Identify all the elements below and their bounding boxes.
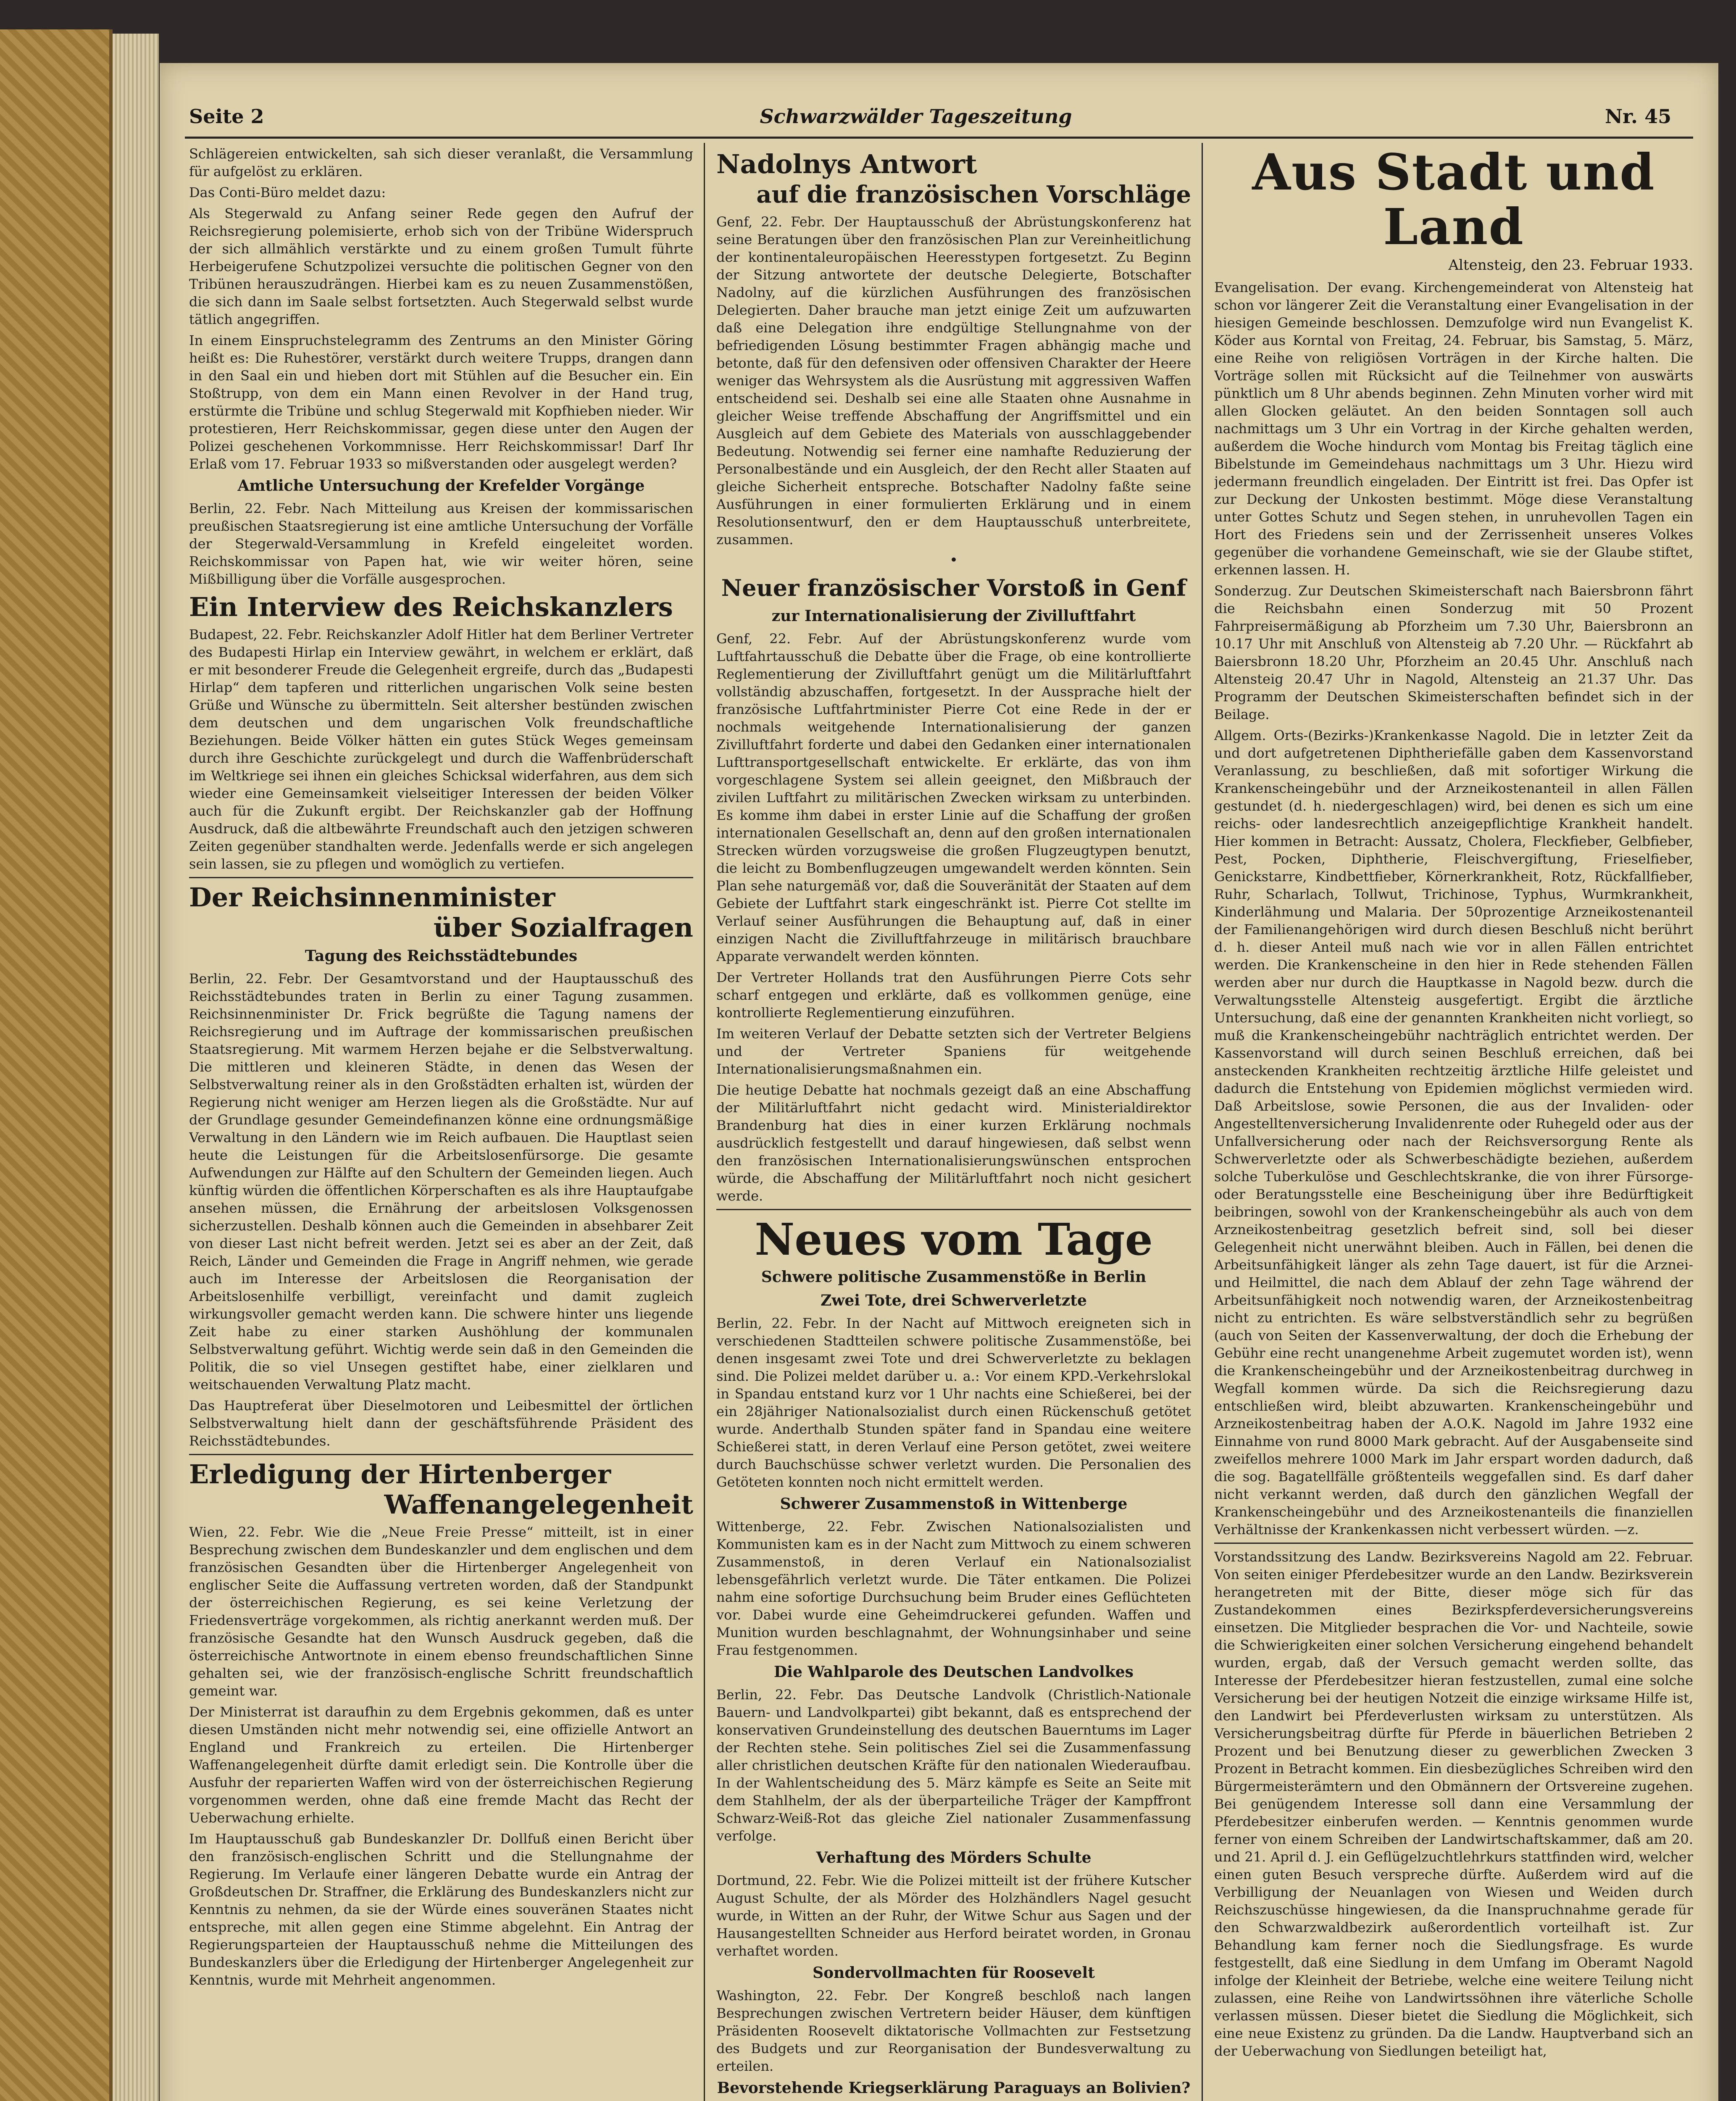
vorstoss-text: Die heutige Debatte hat nochmals gezeigt daß an eine Abschaffung der Militärluftfahrt nicht gedacht wird. Ministerialdirektor Brandenburg hat dies in einer kurzen Erklärung nochmals ausdrücklich festgestellt und darauf hingewiesen, daß selbst wenn den französischen Internationalisierungswünschen entsprochen würde, die Abschaffung der Militärluftfahrt noch nicht gesichert werde. (716, 1082, 1191, 1204)
book-binding (0, 29, 113, 2101)
schulte-heading: Verhaftung des Mörders Schulte (816, 1849, 1092, 1867)
neues-vom-tage-title: Neues vom Tage (755, 1214, 1153, 1265)
separator (1214, 1543, 1693, 1544)
column-1 (189, 145, 693, 2101)
newspaper-page (160, 63, 1718, 2101)
innenminister-heading-line-2: über Sozialfragen (433, 912, 693, 943)
newspaper-name: Schwarzwälder Tageszeitung (760, 105, 1072, 128)
paraguay-heading: Bevorstehende Kriegserklärung Paraguays an Bolivien? (717, 2079, 1191, 2097)
krankenkasse-text: Allgem. Orts-(Bezirks-)Krankenkasse Nagold. Die in letzter Zeit da und dort aufgetretenen Diphtheriefälle gaben dem Kassenvorstand Veranlassung, zu beschließen, daß mit sofortiger Wirkung die Krankenscheingebühr und der Arzneikostenanteil in allen Fällen gestundet (d. h. niedergeschlagen) wird, bei denen es sich um eine reichs- oder landesrechtlich anzeigepflichtige Krankheit handelt. Hier kommen in Betracht: Aussatz, Cholera, Fleckfieber, Gelbfieber, Pest, Pocken, Diphtherie, Fleischvergiftung, Frieselfieber, Genickstarre, Kindbettfieber, Körnerkrankheit, Rotz, Rückfallfieber, Ruhr, Scharlach, Tollwut, Trichinose, Typhus, Wurmkrankheit, Kinderlähmung und Malaria. Der 50prozentige Arzneikostenanteil der Familienangehörigen wird durch diesen Beschluß nicht berührt d. h. dieser Anteil muß nach wie vor in allen Fällen entrichtet werden. Die Krankenscheine in den hier in Rede stehenden Fällen werden aber nur durch die Hauptkasse in Nagold bezw. durch die Verwaltungsstelle Altensteig ausgefertigt. Ergibt die ärztliche Untersuchung, daß eine der genannten Krankheiten nicht vorliegt, so muß die Krankenscheingebühr nachträglich entrichtet werden. Der Kassenvorstand will durch seinen Beschluß erreichen, daß bei ansteckenden Krankheiten rechtzeitig ärztliche Hilfe geleistet und dadurch die Entstehung von Epidemien möglichst vermieden wird. Daß Arbeitslose, sowie Personen, die aus der Invaliden- oder Angestelltenversicherung Invalidenrente oder Ruhegeld oder aus der Unfallversicherung oder nach der Reichsversorgung Rente als Schwerverletzte oder als Schwerbeschädigte beziehen, außerdem solche Tuberkulöse und Geschlechtskranke, die von ihrer Fürsorge- oder Beratungsstelle eine Bescheinigung über ihre Bedürftigkeit beibringen, sowohl von der Krankenscheingebühr als auch von dem Arzneikostenbeitrag gesetzlich befreit sind, soll bei dieser Gelegenheit nicht unerwähnt bleiben. Auch in Fällen, bei denen die Arbeitsunfähigkeit länger als zehn Tage dauert, ist für die Arznei- und Heilmittel, die nach dem Ablauf der zehn Tage während der Arbeitsunfähigkeit noch notwendig waren, der Arzneikostenbeitrag nicht zu entrichten. Es wäre selbstverständlich sehr zu begrüßen (auch von Seiten der Kassenverwaltung, der doch die Erhebung der Gebühr eine recht unangenehme Arbeit zugemutet worden ist), wenn die Krankenscheingebühr und der Arzneikostenbeitrag durchweg in Wegfall kommen würde. Da sich die Reichsregierung dazu entschließen wird, bleibt abzuwarten. Krankenscheingebühr und Arzneikostenbeitrag haben der A.O.K. Nagold im Jahre 1932 eine Einnahme von rund 8000 Mark gebracht. Auf der Ausgabenseite sind zweifellos mehrere 1000 Mark im Jahr erspart worden dadurch, daß die sog. Bagatellfälle größtenteils weggefallen sind. Es darf daher nicht verkannt werden, daß durch den gänzlichen Wegfall der Krankenscheingebühr und des Arzneikostenanteils die finanziellen Verhältnisse der Krankenkassen nicht verbessert würden. —z. (1214, 727, 1693, 1538)
separator (189, 1454, 693, 1455)
column-3 (1214, 145, 1693, 2101)
article-paragraph: Schlägereien entwickelten, sah sich dieser veranlaßt, die Versammlung für aufgelöst zu erklären. (189, 146, 693, 179)
wittenberge-heading: Schwerer Zusammenstoß in Wittenberge (780, 1495, 1128, 1513)
innenminister-heading-line-1: Der Reichsinnenminister (189, 882, 555, 913)
hirtenberger-text: Der Ministerrat ist daraufhin zu dem Ergebnis gekommen, daß es unter diesen Umständen nicht mehr notwendig sei, eine offizielle Antwort an England und Frankreich zu erteilen. Die Hirtenberger Waffenangelegenheit dürfte damit erledigt sein. Die Kontrolle über die Ausfuhr der reparierten Waffen wird von der österreichischen Regierung vorgenommen werden, ohne daß eine fremde Macht das Recht der Ueberwachung erhielte. (189, 1704, 693, 1826)
neues-text: Berlin, 22. Febr. In der Nacht auf Mittwoch ereigneten sich in verschiedenen Stadtteilen schwere politische Zusammenstöße, bei denen insgesamt zwei Tote und drei Schwerverletzte zu beklagen sind. Die Polizei meldet darüber u. a.: Vor einem KPD.-Verkehrslokal in Spandau entstand kurz vor 1 Uhr nachts eine Schießerei, bei der ein 28jähriger Nationalsozialist durch einen Rückenschuß getötet wurde. Anderthalb Stunden später fand in Spandau eine weitere Schießerei statt, in deren Verlauf eine Person getötet, zwei weitere durch Bauchschüsse schwer verletzt wurden. Die Personalien des Getöteten konnten noch nicht ermittelt werden. (716, 1315, 1191, 1490)
bezirksverein-text: Vorstandssitzung des Landw. Bezirksvereins Nagold am 22. Februar. Von seiten einiger Pferdebesitzer wurde an den Landw. Bezirksverein herangetreten mit der Bitte, dieser möge sich für das Zustandekommen eines Bezirkspferdeversicherungsvereins einsetzen. Die Mitglieder besprachen die Vor- und Nachteile, sowie die Schwierigkeiten einer solchen Versicherung eingehend behandelt wurden, ergab, daß der Versuch gemacht werden sollte, das Interesse der Pferdebesitzer hieran festzustellen, zumal eine solche Versicherung bei der heutigen Notzeit die einzige wirksame Hilfe ist, den Landwirt bei Pferdeverlusten wirksam zu unterstützen. Als Versicherungsbeitrag dürfte für Pferde in bäuerlichen Betrieben 2 Prozent und bei Benutzung dieser zu gewerblichen Zwecken 3 Prozent in Betracht kommen. Ein diesbezügliches Schreiben wird den Bürgermeisterämtern und den Obmännern der Ortsvereine zugehen. Bei genügendem Interesse soll dann eine Versammlung der Pferdebesitzer einberufen werden. — Kenntnis genommen wurde ferner von einem Schreiben der Landwirtschaftskammer, daß am 20. und 21. April d. J. ein Geflügelzuchtlehrkurs stattfinden wird, welcher einen guten Besuch verspreche dürfte. Außerdem wird auf die Verbilligung der Neuanlagen von Wiesen und Weiden durch Reichszuschüsse hingewiesen, da die Inanspruchnahme gerade für den Schwarzwaldbezirk außerordentlich vorteilhaft ist. Zur Behandlung kam ferner noch die Siedlungsfrage. Es wurde festgestellt, daß eine Siedlung in dem Umfang im Oberamt Nagold infolge der Kleinheit der Betriebe, welche eine weitere Teilung nicht zulassen, eine Reihe von Landwirtssöhnen ihre väterliche Scholle verlassen müssen. Dieser bietet die Siedlung die Möglichkeit, sich eine neue Existenz zu gründen. Da die Landw. Hauptverband sich an der Ueberwachung von Siedlungen beteiligt hat, (1214, 1549, 1693, 2059)
article-paragraph: Als Stegerwald zu Anfang seiner Rede gegen den Aufruf der Reichsregierung polemisierte, erhob sich von der Tribüne Widerspruch der sich allmählich verstärkte und zu einem großen Tumult führte Herbeigerufene Schutzpolizei versuchte die politischen Gegner von den Tribünen herauszudrängen. Hierbei kam es zu neuen Zusammenstößen, die sich dann im Saale selbst fortsetzten. Auch Stegerwald selbst wurde tätlich angegriffen. (189, 205, 693, 327)
hirtenberger-text: Im Hauptausschuß gab Bundeskanzler Dr. Dollfuß einen Bericht über den französisch-englischen Schritt und die Stellungnahme der Regierung. Im Verlaufe einer längeren Debatte wurde ein Antrag der Großdeutschen Dr. Straffner, die Erklärung des Bundeskanzlers nicht zur Kenntnis zu nehmen, da sie der Würde eines souveränen Staates nicht entspreche, mit allen gegen eine Stimme abgelehnt. Ein Antrag der Regierungsparteien der Hauptausschuß nehme die Mitteilungen des Bundeskanzlers über die Erledigung der Hirtenberger Angelegenheit zur Kenntnis, wurde mit Mehrheit angenommen. (189, 1831, 693, 1988)
innenminister-text: Das Hauptreferat über Dieselmotoren und Leibesmittel der örtlichen Selbstverwaltung hielt dann der geschäftsführende Präsident des Reichsstädtebundes. (189, 1398, 693, 1449)
neues-subheading-2: Zwei Tote, drei Schwerverletzte (821, 1292, 1087, 1309)
landvolk-text: Berlin, 22. Febr. Das Deutsche Landvolk (Christlich-Nationale Bauern- und Landvolkpartei) gibt bekannt, daß es entsprechend der konservativen Grundeinstellung des deutschen Bauerntums im Lager der Rechten stehe. Sein politisches Ziel sei die Zusammenfassung aller christlichen deutschen Kräfte für den nationalen Wiederaufbau. In der Wahlentscheidung des 5. März kämpfe es Seite an Seite mit dem Stahlhelm, der als der überparteiliche Träger der Kampffront Schwarz-Weiß-Rot das gleiche Ziel nationaler Zusammenfassung verfolge. (716, 1687, 1191, 1844)
nadolny-heading-line-1: Nadolnys Antwort (716, 149, 977, 179)
dateline: Altensteig, den 23. Februar 1933. (1448, 257, 1693, 274)
section-title: Aus Stadt und Land (1252, 145, 1655, 256)
page-edges (113, 34, 159, 2101)
innenminister-text: Berlin, 22. Febr. Der Gesamtvorstand und der Hauptausschuß des Reichsstädtebundes traten in Berlin zu einer Tagung zusammen. Reichsinnenminister Dr. Frick begrüßte die Tagung namens der Reichsregierung und im Auftrage der kommissarischen preußischen Staatsregierung. Mit warmem Herzen bejahe er die Selbstverwaltung. Die mittleren und kleineren Städte, in denen das Wesen der Selbstverwaltung reiner als in den Großstädten erhalten ist, würden der Regierung nicht weniger am Herzen liegen als die Großstädte. Nur auf der Grundlage gesunder Gemeindefinanzen könne eine ordnungsmäßige Verwaltung in den Ländern wie im Reich aufbauen. Die Hauptlast seien heute die Leistungen für die Arbeitslosenfürsorge. Die gesamte Aufwendungen zur Hälfte auf den Schultern der Gemeinden liegen. Auch künftig würden die öffentlichen Körperschaften es als ihre Hauptaufgabe ansehen müssen, die Ernährung der arbeitslosen Volksgenossen sicherzustellen. Deshalb können auch die Gemeinden in absehbarer Zeit von dieser Last nicht befreit werden. Jetzt sei es aber an der Zeit, daß Reich, Länder und Gemeinden die Frage in Angriff nehmen, wie gerade auch im Interesse der Arbeitslosen die Reorganisation der Arbeitslosenhilfe verbilligt, vereinfacht und damit zugleich wirkungsvoller gemacht werden kann. Die schwere hinter uns liegende Zeit habe zu einer starken Aushöhlung der kommunalen Selbstverwaltung geführt. Wichtig werde sein daß in den Gemeinden die Politik, die so viel Unsegen gestiftet habe, einer zielklaren und weitschauenden Verwaltung Platz macht. (189, 971, 693, 1393)
evangelisation-text: Evangelisation. Der evang. Kirchengemeinderat von Altensteig hat schon vor längerer Zeit die Veranstaltung einer Evangelisation in der hiesigen Gemeinde beschlossen. Demzufolge wird nun Evangelist K. Köder aus Korntal von Freitag, 24. Februar, bis Samstag, 5. März, eine Reihe von religiösen Vorträgen in der Kirche halten. Die Vorträge sollen mit Rücksicht auf die Teilnehmer von auswärts pünktlich um 8 Uhr abends beginnen. Zehn Minuten vorher wird mit allen Glocken geläutet. An den beiden Sonntagen soll auch nachmittags um 3 Uhr ein Vortrag in der Kirche gehalten werden, außerdem die Woche hindurch vom Montag bis Freitag täglich eine Bibelstunde im Gemeindehaus nachmittags um 3 Uhr. Hiezu wird jedermann freundlich eingeladen. Der Eintritt ist frei. Das Opfer ist zur Deckung der Unkosten bestimmt. Möge diese Veranstaltung unter Gottes Schutz und Segen stehen, in unruhevollen Tagen ein Hort des Friedens sein und der Zerrissenheit unseres Volkes gegenüber die vorhandene Gemeinschaft, wie sie der Glaube stiftet, erkennen lassen. H. (1214, 279, 1693, 578)
hirtenberger-heading-line-2: Waffenangelegenheit (384, 1489, 693, 1520)
section-star: • (949, 552, 958, 569)
vorstoss-heading: Neuer französischer Vorstoß in Genf (721, 574, 1186, 601)
krefeld-text: Berlin, 22. Febr. Nach Mitteilung aus Kreisen der kommissarischen preußischen Staatsregierung ist eine amtliche Untersuchung der Vorfälle der Stegerwald-Versammlung in Krefeld eingeleitet worden. Reichskommissar von Papen hat, wie wir weiter hören, seine Mißbilligung über die Vorfälle ausgesprochen. (189, 500, 693, 587)
header-rule (185, 137, 1693, 139)
neues-subheading-1: Schwere politische Zusammenstöße in Berlin (761, 1268, 1147, 1286)
hirtenberger-text: Wien, 22. Febr. Wie die „Neue Freie Presse“ mitteilt, ist in einer Besprechung zwischen dem Bundeskanzler und dem englischen und dem französischen Gesandten über die Hirtenberger Angelegenheit von englischer Seite die Auffassung vertreten worden, daß der Standpunkt der österreichischen Regierung, es sei keine Verletzung der Friedensverträge vorgekommen, als richtig anerkannt werden muß. Der französische Gesandte hat den Wunsch Ausdruck gegeben, daß die österreichische Antwortnote in einem ebenso freundschaftlichen Sinne gehalten sei, wie der französisch-englische Schritt freundschaftlich gemeint war. (189, 1524, 693, 1699)
vorstoss-text: Der Vertreter Hollands trat den Ausführungen Pierre Cots sehr scharf entgegen und erklärte, daß es vollkommen genüge, eine kontrollierte Reglementierung einzuführen. (716, 969, 1191, 1021)
nadolny-text: Genf, 22. Febr. Der Hauptausschuß der Abrüstungskonferenz hat seine Beratungen über den französischen Plan zur Vereinheitlichung der kontinentaleuropäischen Heeresstypen fortgesetzt. Zu Beginn der Sitzung antwortete der deutsche Delegierte, Botschafter Nadolny, auf die kürzlichen Ausführungen des französischen Delegierten. Daher brauche man jetzt einige Zeit um aufzuwarten daß eine Delegation ihre endgültige Stellungnahme von der befriedigenden Lösung bestimmter Fragen abhängig mache und betonte, daß für den defensiven oder offensiven Charakter der Heere weniger das Wehrsystem als die Ausrüstung mit aggressiven Waffen entscheidend sei. Deshalb sei eine alle Staaten ohne Ausnahme in gleicher Weise treffende Abschaffung der Angriffsmittel und ein Ausgleich auf dem Gebiete des Materials von ausschlaggebender Bedeutung. Notwendig sei ferner eine namhafte Reduzierung der Personalbestände und ein Ausgleich, der den Recht aller Staaten auf gleiche Sicherheit entspreche. Botschafter Nadolny faßte seine Ausführungen in einer formulierten Erklärung und in einem Resolutionsentwurf, den er dem Hauptausschuß unterbreitete, zusammen. (716, 214, 1191, 548)
roosevelt-heading: Sondervollmachten für Roosevelt (813, 1964, 1095, 1982)
article-paragraph: Das Conti-Büro meldet dazu: (189, 184, 386, 200)
separator (716, 1209, 1191, 1210)
column-rule-2 (1202, 143, 1203, 2101)
vorstoss-subheading: zur Internationalisierung der Zivilluftfahrt (771, 607, 1136, 625)
column-rule-1 (704, 143, 705, 2101)
vorstoss-text: Genf, 22. Febr. Auf der Abrüstungskonferenz wurde vom Luftfahrtausschuß die Debatte über die Frage, ob eine kontrollierte Reglementierung der Zivilluftfahrt genügt um die Militärluftfahrt vollständig abzuschaffen, fortgesetzt. In der Aussprache hielt der französische Luftfahrtminister Pierre Cot eine Rede in der er nochmals weitgehende Internationalisierung der ganzen Zivilluftfahrt forderte und dabei den Gedanken einer internationalen Lufttransportgesellschaft entwickelte. Er erklärte, das von ihm vorgeschlagene System sei allein geeignet, den Mißbrauch der zivilen Luftfahrt zu militärischen Zwecken wirksam zu unterbinden. Es komme ihm dabei in erster Linie auf die Schaffung der großen internationalen Gesellschaft an, denn auf den großen internationalen Strecken würden vorzugsweise die großen Flugzeugtypen benutzt, die leicht zu Bombenflugzeugen umgewandelt werden könnten. Sein Plan sehe naturgemäß vor, daß die Souveränität der Staaten auf dem Gebiete der Luftfahrt stark eingeschränkt ist. Pierre Cot stellte im Verlauf seiner Ausführungen die Behauptung auf, daß in einer einzigen Nacht die Zivilluftfahrzeuge in militärisch brauchbare Apparate verwandelt werden könnten. (716, 631, 1191, 964)
page-label: Seite 2 (189, 105, 264, 128)
nadolny-heading-line-2: auf die französischen Vorschläge (756, 181, 1191, 208)
interview-heading: Ein Interview des Reichskanzlers (189, 592, 673, 622)
separator (189, 877, 693, 878)
article-paragraph: In einem Einspruchstelegramm des Zentrums an den Minister Göring heißt es: Die Ruhestörer, verstärkt durch weitere Trupps, drangen dann in den Saal ein und hieben dort mit Stühlen auf die Besucher ein. Ein Stoßtrupp, von dem ein Mann einen Revolver in der Hand trug, erstürmte die Tribüne und schlug Stegerwald mit Kopfhieben nieder. Wir protestieren, Herr Reichskommissar, gegen diese unter den Augen der Polizei geschehenen Vorkommnisse. Herr Reichskommissar! Darf Ihr Erlaß vom 17. Februar 1933 so mißverstanden oder ausgelegt werden? (189, 332, 693, 472)
krefeld-heading: Amtliche Untersuchung der Krefelder Vorgänge (237, 477, 645, 495)
vorstoss-text: Im weiteren Verlauf der Debatte setzten sich der Vertreter Belgiens und der Vertreter Spaniens für weitgehende Internationalisierungsmaßnahmen ein. (716, 1026, 1191, 1077)
landvolk-heading: Die Wahlparole des Deutschen Landvolkes (774, 1663, 1134, 1681)
column-2 (716, 145, 1191, 2101)
innenminister-subheading: Tagung des Reichsstädtebundes (305, 947, 578, 965)
wittenberge-text: Wittenberge, 22. Febr. Zwischen Nationalsozialisten und Kommunisten kam es in der Nacht zum Mittwoch zu einem schweren Zusammenstoß, in deren Verlauf ein Nationalsozialist lebensgefährlich verletzt wurde. Die Täter entkamen. Die Polizei nahm eine sofortige Durchsuchung beim Bruder eines Geflüchteten vor. Dabei wurde eine Geheimdruckerei gefunden. Waffen und Munition wurden beschlagnahmt, der Wohnungsinhaber und seine Frau festgenommen. (716, 1519, 1191, 1658)
interview-text: Budapest, 22. Febr. Reichskanzler Adolf Hitler hat dem Berliner Vertreter des Budapesti Hirlap ein Interview gewährt, in welchem er erklärt, daß er mit besonderer Freude die Gelegenheit ergreife, durch das „Budapesti Hirlap“ dem tapferen und ritterlichen ungarischen Volk seine besten Grüße und Wünsche zu übermitteln. Seit altersher bestünden zwischen dem deutschen und dem ungarischen Volk freundschaftliche Beziehungen. Beide Völker hätten ein gutes Stück Weges gemeinsam durch ihre Geschichte zurückgelegt und durch die Waffenbrüderschaft im Weltkriege sei ihnen ein gleiches Schicksal widerfahren, aus dem sich wieder eine Gemeinsamkeit vielseitiger Interessen der beiden Völker auch für die Zukunft ergibt. Der Reichskanzler gab der Hoffnung Ausdruck, daß die altbewährte Freundschaft auch den jetzigen schweren Zeiten gegenüber standhalten werde. Jedenfalls werde er sich angelegen sein lassen, sie zu pflegen und womöglich zu vertiefen. (189, 627, 693, 872)
roosevelt-text: Washington, 22. Febr. Der Kongreß beschloß nach langen Besprechungen zwischen Vertretern beider Häuser, dem künftigen Präsidenten Roosevelt diktatorische Vollmachten zur Festsetzung des Budgets und zur Reorganisation der Bundesverwaltung zu erteilen. (716, 1988, 1191, 2074)
issue-number: Nr. 45 (1605, 105, 1672, 128)
sonderzug-text: Sonderzug. Zur Deutschen Skimeisterschaft nach Baiersbronn fährt die Reichsbahn einen Sonderzug mit 50 Prozent Fahrpreisermäßigung ab Pforzheim um 7.30 Uhr, Baiersbronn an 10.17 Uhr mit Anschluß von Altensteig ab 7.20 Uhr. — Rückfahrt ab Baiersbronn 18.20 Uhr, Pforzheim an 20.45 Uhr. Anschluß nach Altensteig 20.47 Uhr in Nagold, Altensteig an 21.37 Uhr. Das Programm der Deutschen Skimeisterschaften befindet sich in der Beilage. (1214, 583, 1693, 722)
hirtenberger-heading-line-1: Erledigung der Hirtenberger (189, 1459, 611, 1490)
schulte-text: Dortmund, 22. Febr. Wie die Polizei mitteilt ist der frühere Kutscher August Schulte, der als Mörder des Holzhändlers Nagel gesucht wurde, in Witten an der Ruhr, der Witwe Schur aus Sagen und der Hausangestellten Schneider aus Herford beiratet worden, in Gronau verhaftet worden. (716, 1872, 1191, 1959)
